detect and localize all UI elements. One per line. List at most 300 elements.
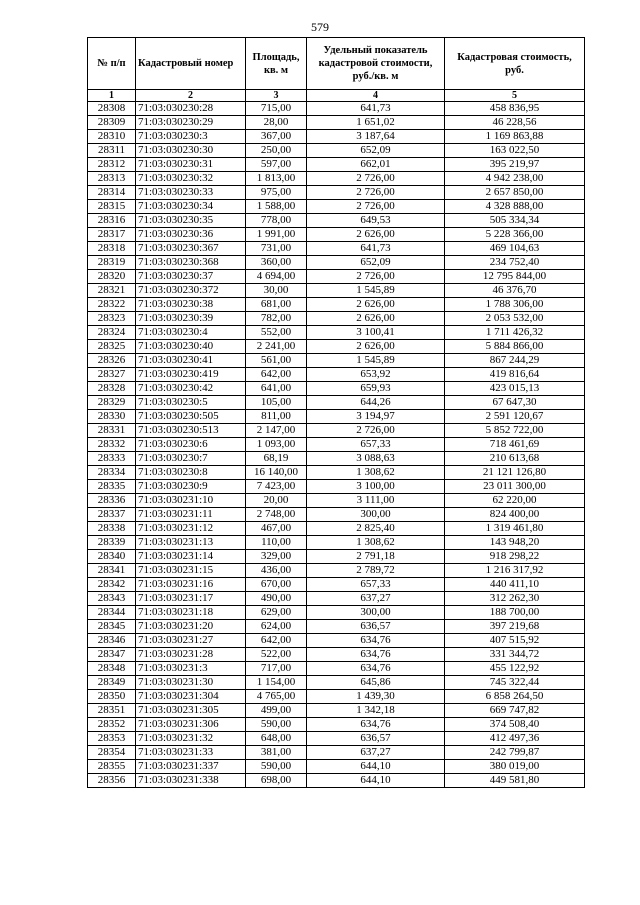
area-cell: 681,00	[246, 298, 307, 312]
cadastral-number-cell: 71:03:030230:41	[136, 354, 246, 368]
column-number: 4	[307, 90, 445, 102]
cadastral-number-cell: 71:03:030231:28	[136, 648, 246, 662]
table-row	[88, 718, 585, 732]
cadastral-number-cell: 71:03:030231:306	[136, 718, 246, 732]
cadastral-value-cell: 23 011 300,00	[445, 480, 585, 494]
cadastral-number-cell: 71:03:030230:7	[136, 452, 246, 466]
row-index-cell: 28317	[88, 228, 136, 242]
table-row	[88, 228, 585, 242]
cadastral-number-cell: 71:03:030230:505	[136, 410, 246, 424]
cadastral-number-cell: 71:03:030230:36	[136, 228, 246, 242]
row-index-cell: 28338	[88, 522, 136, 536]
cadastral-value-cell: 867 244,29	[445, 354, 585, 368]
column-number: 1	[88, 90, 136, 102]
cadastral-number-cell: 71:03:030231:27	[136, 634, 246, 648]
cadastral-value-cell: 4 942 238,00	[445, 172, 585, 186]
unit-value-cell: 634,76	[307, 634, 445, 648]
unit-value-cell: 652,09	[307, 144, 445, 158]
area-cell: 1 588,00	[246, 200, 307, 214]
row-index-cell: 28325	[88, 340, 136, 354]
cadastral-number-cell: 71:03:030231:33	[136, 746, 246, 760]
cadastral-number-cell: 71:03:030230:6	[136, 438, 246, 452]
row-index-cell: 28341	[88, 564, 136, 578]
area-cell: 590,00	[246, 718, 307, 732]
cadastral-value-cell: 163 022,50	[445, 144, 585, 158]
row-index-cell: 28313	[88, 172, 136, 186]
area-cell: 4 765,00	[246, 690, 307, 704]
table-row	[88, 634, 585, 648]
cadastral-value-cell: 234 752,40	[445, 256, 585, 270]
row-index-cell: 28328	[88, 382, 136, 396]
cadastral-number-cell: 71:03:030231:3	[136, 662, 246, 676]
area-cell: 717,00	[246, 662, 307, 676]
table-row	[88, 508, 585, 522]
cadastral-number-cell: 71:03:030230:35	[136, 214, 246, 228]
cadastral-value-cell: 210 613,68	[445, 452, 585, 466]
table-row	[88, 312, 585, 326]
unit-value-cell: 2 626,00	[307, 340, 445, 354]
row-index-cell: 28324	[88, 326, 136, 340]
cadastral-value-cell: 12 795 844,00	[445, 270, 585, 284]
area-cell: 490,00	[246, 592, 307, 606]
table-row	[88, 144, 585, 158]
row-index-cell: 28332	[88, 438, 136, 452]
unit-value-cell: 3 100,00	[307, 480, 445, 494]
table-row	[88, 298, 585, 312]
table-row	[88, 522, 585, 536]
row-index-cell: 28323	[88, 312, 136, 326]
area-cell: 624,00	[246, 620, 307, 634]
cadastral-value-cell: 67 647,30	[445, 396, 585, 410]
cadastral-value-cell: 1 169 863,88	[445, 130, 585, 144]
unit-value-cell: 2 791,18	[307, 550, 445, 564]
row-index-cell: 28316	[88, 214, 136, 228]
cadastral-number-cell: 71:03:030231:12	[136, 522, 246, 536]
area-cell: 811,00	[246, 410, 307, 424]
cadastral-value-cell: 1 788 306,00	[445, 298, 585, 312]
cadastral-value-cell: 21 121 126,80	[445, 466, 585, 480]
area-cell: 20,00	[246, 494, 307, 508]
unit-value-cell: 3 111,00	[307, 494, 445, 508]
cadastral-number-cell: 71:03:030230:32	[136, 172, 246, 186]
cadastral-value-cell: 918 298,22	[445, 550, 585, 564]
unit-value-cell: 644,26	[307, 396, 445, 410]
header-cadastral-value: Кадастровая стоимость, руб.	[445, 38, 585, 90]
cadastral-value-cell: 143 948,20	[445, 536, 585, 550]
cadastral-number-cell: 71:03:030231:337	[136, 760, 246, 774]
unit-value-cell: 659,93	[307, 382, 445, 396]
table-row	[88, 130, 585, 144]
table-row	[88, 466, 585, 480]
cadastral-value-cell: 312 262,30	[445, 592, 585, 606]
table-row	[88, 410, 585, 424]
table-body	[88, 102, 585, 788]
area-cell: 329,00	[246, 550, 307, 564]
cadastral-number-cell: 71:03:030231:15	[136, 564, 246, 578]
area-cell: 629,00	[246, 606, 307, 620]
cadastral-value-cell: 242 799,87	[445, 746, 585, 760]
cadastral-value-cell: 1 319 461,80	[445, 522, 585, 536]
cadastral-value-cell: 62 220,00	[445, 494, 585, 508]
area-cell: 367,00	[246, 130, 307, 144]
table-row	[88, 480, 585, 494]
unit-value-cell: 1 308,62	[307, 466, 445, 480]
row-index-cell: 28355	[88, 760, 136, 774]
area-cell: 1 154,00	[246, 676, 307, 690]
row-index-cell: 28331	[88, 424, 136, 438]
cadastral-value-cell: 412 497,36	[445, 732, 585, 746]
area-cell: 522,00	[246, 648, 307, 662]
page-number: 579	[311, 20, 329, 34]
cadastral-value-cell: 1 711 426,32	[445, 326, 585, 340]
cadastral-value-cell: 5 884 866,00	[445, 340, 585, 354]
area-cell: 642,00	[246, 634, 307, 648]
row-index-cell: 28330	[88, 410, 136, 424]
unit-value-cell: 634,76	[307, 662, 445, 676]
cadastral-value-cell: 5 228 366,00	[445, 228, 585, 242]
cadastral-value-cell: 374 508,40	[445, 718, 585, 732]
table-row	[88, 452, 585, 466]
cadastral-number-cell: 71:03:030231:305	[136, 704, 246, 718]
table-row	[88, 592, 585, 606]
area-cell: 7 423,00	[246, 480, 307, 494]
unit-value-cell: 3 194,97	[307, 410, 445, 424]
unit-value-cell: 2 726,00	[307, 200, 445, 214]
cadastral-value-cell: 505 334,34	[445, 214, 585, 228]
table-row	[88, 662, 585, 676]
cadastral-value-cell: 718 461,69	[445, 438, 585, 452]
cadastral-value-cell: 6 858 264,50	[445, 690, 585, 704]
row-index-cell: 28346	[88, 634, 136, 648]
table-row	[88, 564, 585, 578]
cadastral-number-cell: 71:03:030231:338	[136, 774, 246, 788]
unit-value-cell: 3 088,63	[307, 452, 445, 466]
cadastral-value-cell: 2 657 850,00	[445, 186, 585, 200]
unit-value-cell: 1 651,02	[307, 116, 445, 130]
table-row	[88, 438, 585, 452]
area-cell: 778,00	[246, 214, 307, 228]
row-index-cell: 28326	[88, 354, 136, 368]
table-row	[88, 732, 585, 746]
area-cell: 698,00	[246, 774, 307, 788]
area-cell: 360,00	[246, 256, 307, 270]
table-row	[88, 606, 585, 620]
cadastral-value-cell: 188 700,00	[445, 606, 585, 620]
cadastral-value-cell: 824 400,00	[445, 508, 585, 522]
row-index-cell: 28343	[88, 592, 136, 606]
unit-value-cell: 634,76	[307, 718, 445, 732]
table-row	[88, 326, 585, 340]
area-cell: 1 093,00	[246, 438, 307, 452]
table-row	[88, 270, 585, 284]
cadastral-value-cell: 419 816,64	[445, 368, 585, 382]
table-row	[88, 368, 585, 382]
cadastral-value-cell: 380 019,00	[445, 760, 585, 774]
row-index-cell: 28354	[88, 746, 136, 760]
row-index-cell: 28345	[88, 620, 136, 634]
cadastral-value-cell: 5 852 722,00	[445, 424, 585, 438]
header-index: № п/п	[88, 38, 136, 90]
row-index-cell: 28350	[88, 690, 136, 704]
cadastral-value-cell: 46 228,56	[445, 116, 585, 130]
cadastral-value-cell: 2 591 120,67	[445, 410, 585, 424]
table-row	[88, 102, 585, 116]
unit-value-cell: 649,53	[307, 214, 445, 228]
row-index-cell: 28322	[88, 298, 136, 312]
unit-value-cell: 2 626,00	[307, 228, 445, 242]
row-index-cell: 28321	[88, 284, 136, 298]
cadastral-value-cell: 423 015,13	[445, 382, 585, 396]
cadastral-value-cell: 469 104,63	[445, 242, 585, 256]
cadastral-value-cell: 397 219,68	[445, 620, 585, 634]
unit-value-cell: 636,57	[307, 620, 445, 634]
column-number: 5	[445, 90, 585, 102]
table-row	[88, 382, 585, 396]
unit-value-cell: 2 626,00	[307, 312, 445, 326]
unit-value-cell: 300,00	[307, 606, 445, 620]
unit-value-cell: 634,76	[307, 648, 445, 662]
unit-value-cell: 657,33	[307, 578, 445, 592]
cadastral-value-cell: 455 122,92	[445, 662, 585, 676]
cadastral-number-cell: 71:03:030231:30	[136, 676, 246, 690]
unit-value-cell: 637,27	[307, 746, 445, 760]
cadastral-value-cell: 407 515,92	[445, 634, 585, 648]
area-cell: 715,00	[246, 102, 307, 116]
row-index-cell: 28347	[88, 648, 136, 662]
cadastral-number-cell: 71:03:030230:9	[136, 480, 246, 494]
cadastral-number-cell: 71:03:030230:513	[136, 424, 246, 438]
cadastral-number-cell: 71:03:030231:16	[136, 578, 246, 592]
cadastral-value-cell: 4 328 888,00	[445, 200, 585, 214]
area-cell: 68,19	[246, 452, 307, 466]
area-cell: 110,00	[246, 536, 307, 550]
column-number: 3	[246, 90, 307, 102]
row-index-cell: 28327	[88, 368, 136, 382]
row-index-cell: 28310	[88, 130, 136, 144]
table-row	[88, 186, 585, 200]
area-cell: 597,00	[246, 158, 307, 172]
row-index-cell: 28334	[88, 466, 136, 480]
cadastral-value-cell: 395 219,97	[445, 158, 585, 172]
unit-value-cell: 2 789,72	[307, 564, 445, 578]
unit-value-cell: 2 726,00	[307, 186, 445, 200]
unit-value-cell: 3 187,64	[307, 130, 445, 144]
cadastral-number-cell: 71:03:030230:28	[136, 102, 246, 116]
unit-value-cell: 641,73	[307, 242, 445, 256]
area-cell: 1 813,00	[246, 172, 307, 186]
row-index-cell: 28337	[88, 508, 136, 522]
cadastral-number-cell: 71:03:030231:17	[136, 592, 246, 606]
row-index-cell: 28352	[88, 718, 136, 732]
row-index-cell: 28356	[88, 774, 136, 788]
row-index-cell: 28308	[88, 102, 136, 116]
cadastral-number-cell: 71:03:030230:5	[136, 396, 246, 410]
row-index-cell: 28312	[88, 158, 136, 172]
header-area: Площадь, кв. м	[246, 38, 307, 90]
cadastral-number-cell: 71:03:030231:11	[136, 508, 246, 522]
area-cell: 467,00	[246, 522, 307, 536]
cadastral-number-cell: 71:03:030230:37	[136, 270, 246, 284]
unit-value-cell: 3 100,41	[307, 326, 445, 340]
table-row	[88, 620, 585, 634]
table-row	[88, 648, 585, 662]
unit-value-cell: 645,86	[307, 676, 445, 690]
column-number: 2	[136, 90, 246, 102]
area-cell: 642,00	[246, 368, 307, 382]
table-row	[88, 200, 585, 214]
area-cell: 2 748,00	[246, 508, 307, 522]
table-row	[88, 214, 585, 228]
area-cell: 552,00	[246, 326, 307, 340]
cadastral-value-cell: 449 581,80	[445, 774, 585, 788]
row-index-cell: 28340	[88, 550, 136, 564]
unit-value-cell: 2 626,00	[307, 298, 445, 312]
unit-value-cell: 636,57	[307, 732, 445, 746]
header-cadastral-number: Кадастровый номер	[136, 38, 246, 90]
unit-value-cell: 2 726,00	[307, 172, 445, 186]
area-cell: 381,00	[246, 746, 307, 760]
cadastral-number-cell: 71:03:030230:39	[136, 312, 246, 326]
unit-value-cell: 2 726,00	[307, 424, 445, 438]
row-index-cell: 28318	[88, 242, 136, 256]
row-index-cell: 28309	[88, 116, 136, 130]
cadastral-value-table	[87, 37, 585, 788]
area-cell: 641,00	[246, 382, 307, 396]
area-cell: 16 140,00	[246, 466, 307, 480]
table-row	[88, 494, 585, 508]
cadastral-number-cell: 71:03:030230:34	[136, 200, 246, 214]
cadastral-number-cell: 71:03:030231:10	[136, 494, 246, 508]
unit-value-cell: 300,00	[307, 508, 445, 522]
unit-value-cell: 1 545,89	[307, 284, 445, 298]
area-cell: 731,00	[246, 242, 307, 256]
cadastral-number-cell: 71:03:030230:33	[136, 186, 246, 200]
area-cell: 1 991,00	[246, 228, 307, 242]
cadastral-number-cell: 71:03:030230:419	[136, 368, 246, 382]
table-row	[88, 172, 585, 186]
unit-value-cell: 653,92	[307, 368, 445, 382]
unit-value-cell: 2 726,00	[307, 270, 445, 284]
cadastral-value-cell: 440 411,10	[445, 578, 585, 592]
cadastral-number-cell: 71:03:030230:368	[136, 256, 246, 270]
table-row	[88, 550, 585, 564]
unit-value-cell: 637,27	[307, 592, 445, 606]
row-index-cell: 28314	[88, 186, 136, 200]
unit-value-cell: 641,73	[307, 102, 445, 116]
row-index-cell: 28348	[88, 662, 136, 676]
area-cell: 436,00	[246, 564, 307, 578]
unit-value-cell: 657,33	[307, 438, 445, 452]
cadastral-value-cell: 331 344,72	[445, 648, 585, 662]
column-number-row	[88, 90, 585, 102]
unit-value-cell: 644,10	[307, 760, 445, 774]
cadastral-number-cell: 71:03:030230:372	[136, 284, 246, 298]
unit-value-cell: 1 308,62	[307, 536, 445, 550]
table-row	[88, 396, 585, 410]
row-index-cell: 28329	[88, 396, 136, 410]
cadastral-number-cell: 71:03:030230:30	[136, 144, 246, 158]
table-row	[88, 354, 585, 368]
table-row	[88, 424, 585, 438]
table-row	[88, 340, 585, 354]
table-row	[88, 116, 585, 130]
row-index-cell: 28339	[88, 536, 136, 550]
cadastral-value-cell: 458 836,95	[445, 102, 585, 116]
row-index-cell: 28349	[88, 676, 136, 690]
table-row	[88, 256, 585, 270]
row-index-cell: 28320	[88, 270, 136, 284]
cadastral-value-cell: 745 322,44	[445, 676, 585, 690]
area-cell: 4 694,00	[246, 270, 307, 284]
cadastral-number-cell: 71:03:030230:38	[136, 298, 246, 312]
unit-value-cell: 1 439,30	[307, 690, 445, 704]
table-row	[88, 578, 585, 592]
area-cell: 2 147,00	[246, 424, 307, 438]
area-cell: 561,00	[246, 354, 307, 368]
cadastral-number-cell: 71:03:030230:40	[136, 340, 246, 354]
row-index-cell: 28315	[88, 200, 136, 214]
table-row	[88, 746, 585, 760]
cadastral-number-cell: 71:03:030231:32	[136, 732, 246, 746]
cadastral-value-cell: 46 376,70	[445, 284, 585, 298]
area-cell: 28,00	[246, 116, 307, 130]
table-row	[88, 760, 585, 774]
cadastral-number-cell: 71:03:030231:18	[136, 606, 246, 620]
table-row	[88, 284, 585, 298]
cadastral-number-cell: 71:03:030230:367	[136, 242, 246, 256]
table-row	[88, 676, 585, 690]
area-cell: 105,00	[246, 396, 307, 410]
unit-value-cell: 644,10	[307, 774, 445, 788]
row-index-cell: 28311	[88, 144, 136, 158]
table-row	[88, 158, 585, 172]
unit-value-cell: 1 342,18	[307, 704, 445, 718]
cadastral-number-cell: 71:03:030230:8	[136, 466, 246, 480]
row-index-cell: 28335	[88, 480, 136, 494]
table-row	[88, 536, 585, 550]
cadastral-number-cell: 71:03:030230:31	[136, 158, 246, 172]
unit-value-cell: 662,01	[307, 158, 445, 172]
row-index-cell: 28333	[88, 452, 136, 466]
table-header-row	[88, 38, 585, 90]
header-unit-value: Удельный показатель кадастровой стоимости, руб./кв. м	[307, 38, 445, 90]
area-cell: 670,00	[246, 578, 307, 592]
table-row	[88, 704, 585, 718]
row-index-cell: 28351	[88, 704, 136, 718]
area-cell: 975,00	[246, 186, 307, 200]
table-row	[88, 774, 585, 788]
row-index-cell: 28353	[88, 732, 136, 746]
area-cell: 499,00	[246, 704, 307, 718]
unit-value-cell: 652,09	[307, 256, 445, 270]
area-cell: 2 241,00	[246, 340, 307, 354]
area-cell: 648,00	[246, 732, 307, 746]
cadastral-number-cell: 71:03:030231:13	[136, 536, 246, 550]
cadastral-value-cell: 669 747,82	[445, 704, 585, 718]
cadastral-number-cell: 71:03:030230:29	[136, 116, 246, 130]
row-index-cell: 28336	[88, 494, 136, 508]
area-cell: 30,00	[246, 284, 307, 298]
table-row	[88, 242, 585, 256]
cadastral-number-cell: 71:03:030230:42	[136, 382, 246, 396]
row-index-cell: 28344	[88, 606, 136, 620]
area-cell: 250,00	[246, 144, 307, 158]
table-row	[88, 690, 585, 704]
cadastral-number-cell: 71:03:030230:3	[136, 130, 246, 144]
row-index-cell: 28342	[88, 578, 136, 592]
unit-value-cell: 2 825,40	[307, 522, 445, 536]
cadastral-number-cell: 71:03:030231:20	[136, 620, 246, 634]
